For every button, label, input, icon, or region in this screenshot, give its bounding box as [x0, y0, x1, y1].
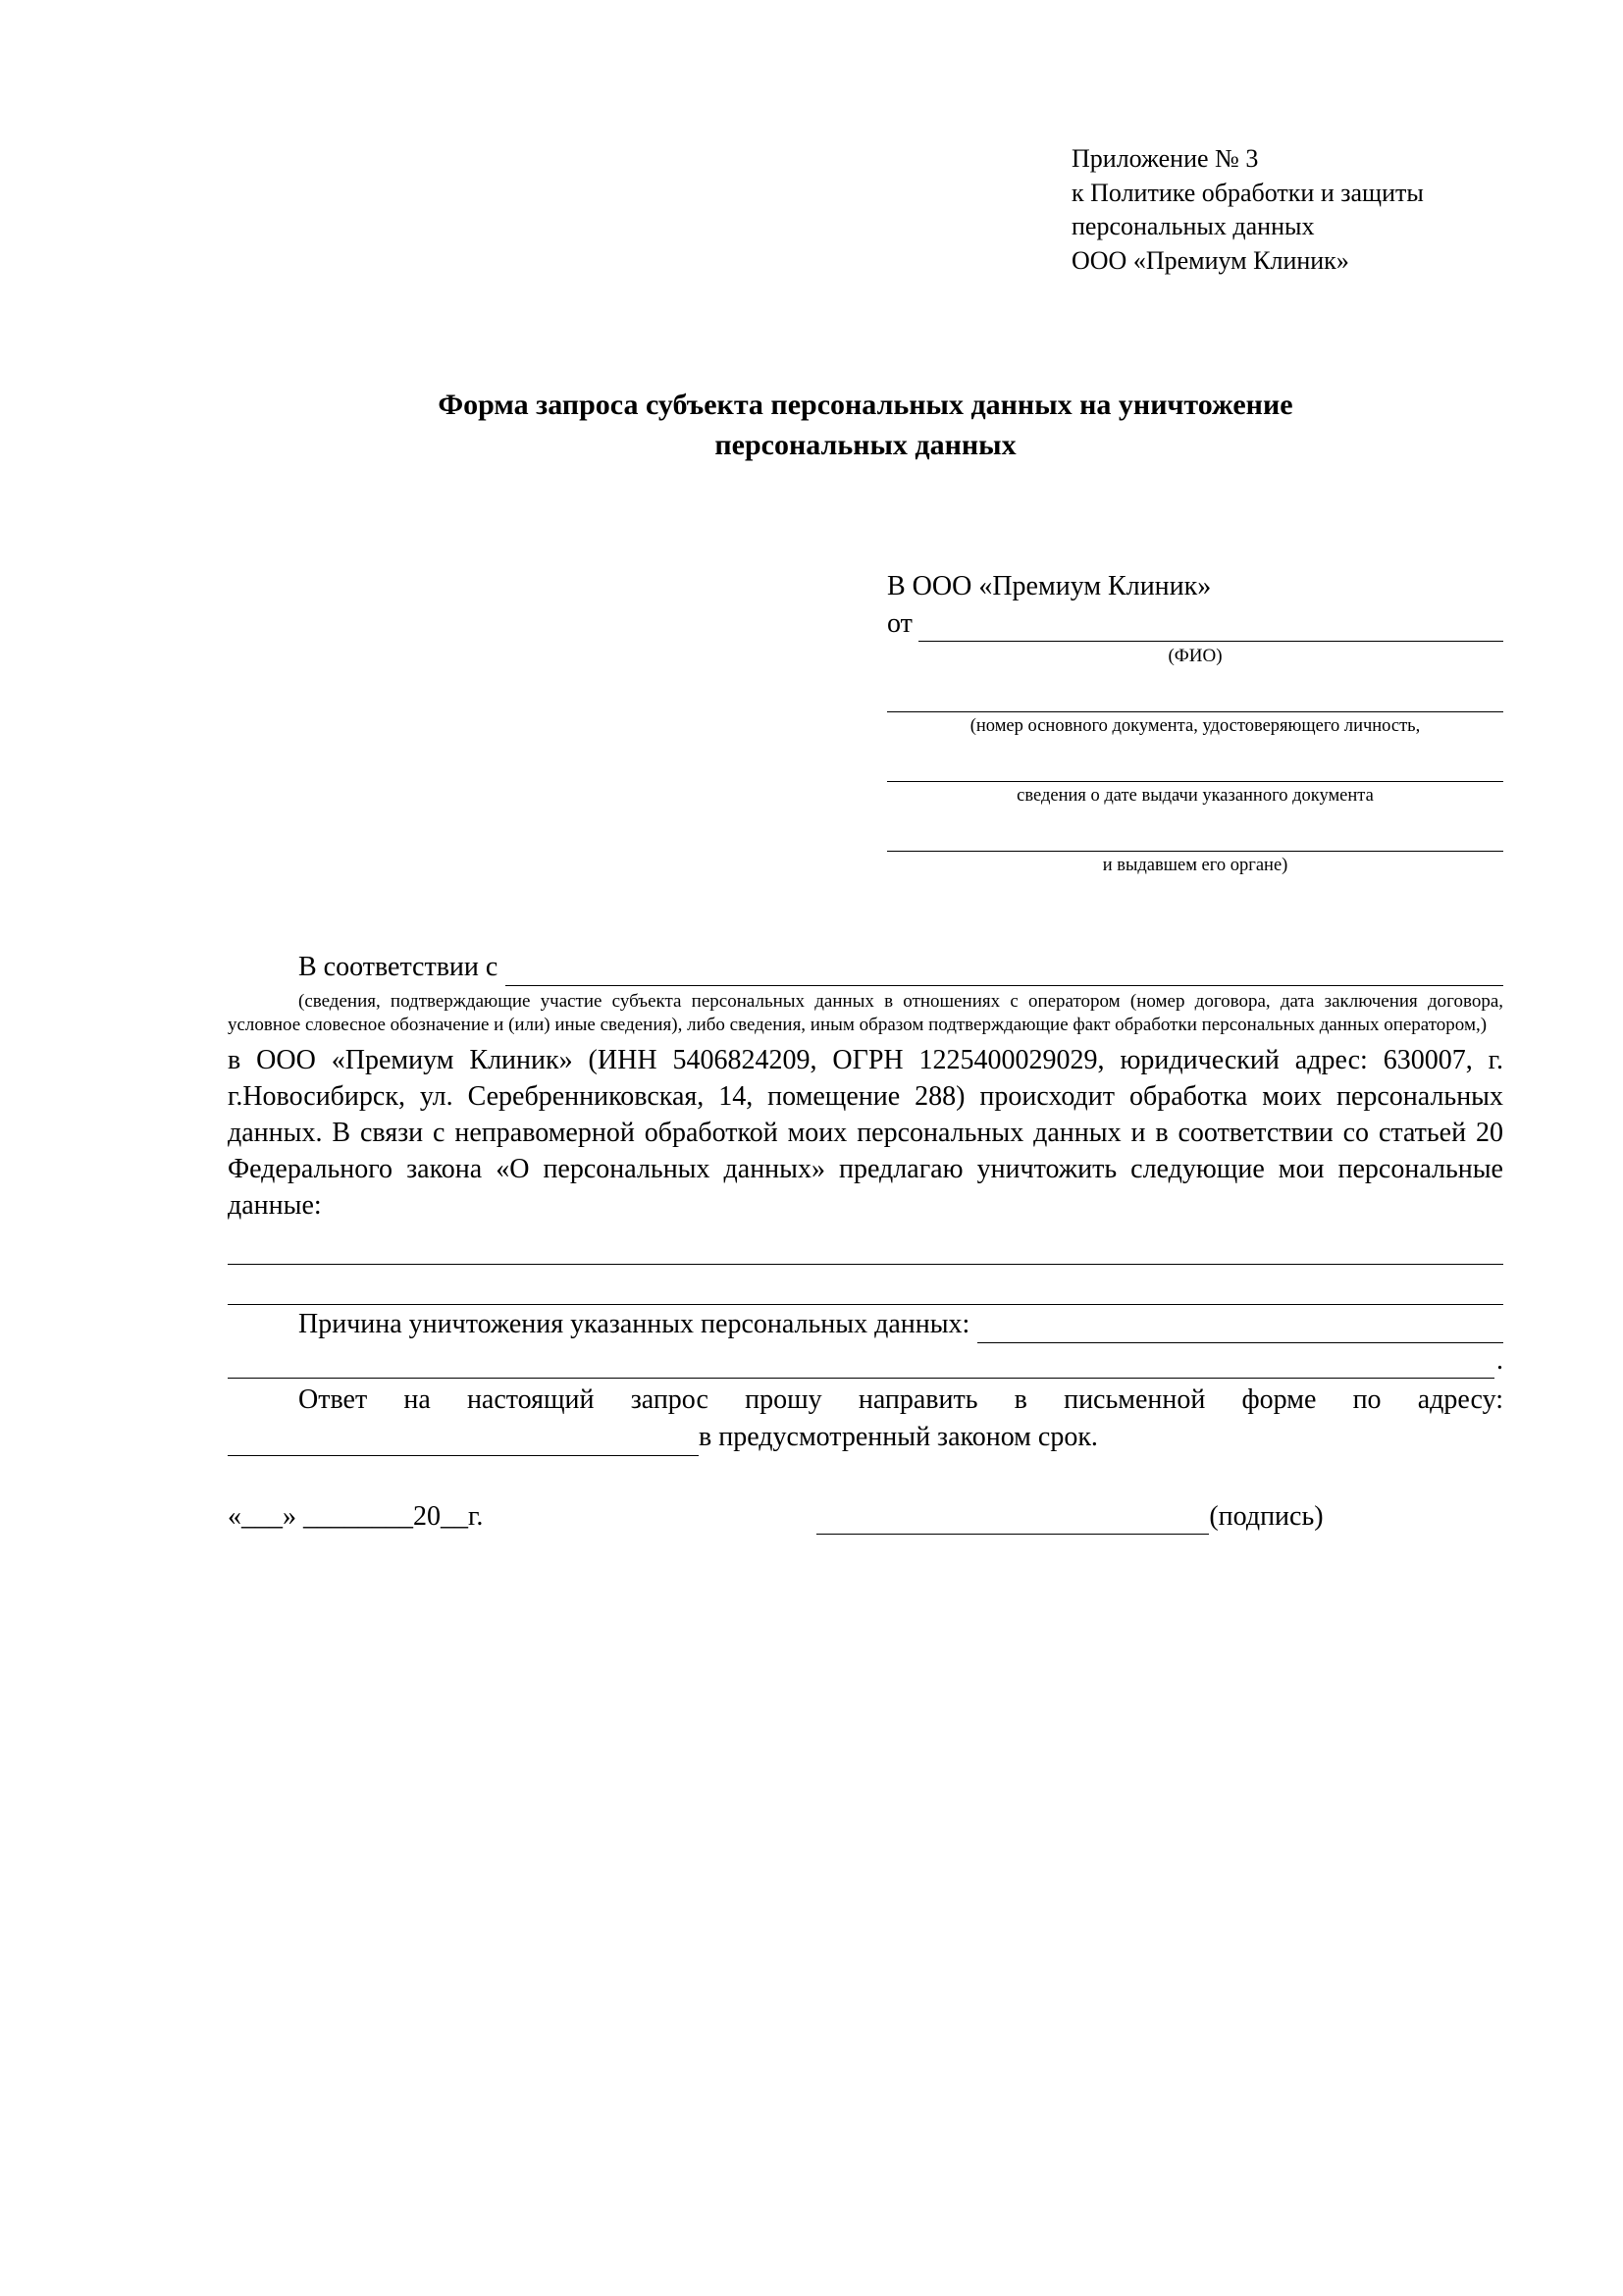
appendix-header-line-1: Приложение № 3	[1072, 144, 1259, 173]
from-label: от	[887, 608, 913, 640]
applicant-document-date-input[interactable]	[887, 754, 1503, 782]
reason-continuation-row	[228, 1343, 1503, 1379]
applicant-document-caption: (номер основного документа, удостоверяющего личность,	[969, 716, 1421, 737]
document-content	[228, 142, 1503, 1535]
reason-input-line-2[interactable]	[228, 1348, 1494, 1379]
addressee-organization: В ООО «Премиум Клиник»	[887, 571, 1212, 602]
applicant-from-row	[887, 608, 1503, 642]
accordance-note	[228, 990, 1503, 1038]
applicant-document-input[interactable]	[887, 684, 1503, 712]
accordance-label: В соответствии с	[298, 952, 498, 983]
applicant-document-organ-caption: и выдавшем его органе)	[1102, 856, 1288, 876]
appendix-header-line-2: к Политике обработки и защиты	[1072, 178, 1424, 207]
accordance-note-text: (сведения, подтверждающие участие субъекта персональных данных в отношениях с оператором (номер договора, дата заключения договора, условное словесное обозначение и (или) иные сведения), либо сведения, иным образом подтверждающие факт обработки персональных данных оператором,)	[228, 990, 1503, 1036]
appendix-header-line-4: ООО «Премиум Клиник»	[1072, 245, 1349, 275]
reason-period: .	[1496, 1344, 1503, 1376]
answer-term-text: в предусмотренный законом срок.	[699, 1422, 1098, 1453]
signature-row	[228, 1499, 1503, 1535]
accordance-row	[228, 950, 1503, 985]
applicant-document-date-caption: сведения о дате выдачи указанного документа	[1017, 786, 1374, 807]
personal-data-input-line-1[interactable]	[228, 1225, 1503, 1265]
appendix-header-line-3: персональных данных	[1072, 212, 1315, 241]
signature-input[interactable]	[816, 1506, 1209, 1535]
main-paragraph: в ООО «Премиум Клиник» (ИНН 5406824209, ОГРН 1225400029029, юридический адрес: 630007, г. г.Новосибирск, ул. Серебренниковская, 14, помещение 288) происходит обработка моих персональных данных. В связи с неправомерной обработкой моих персональных данных и в соответствии со статьей 20 Федерального закона «О персональных данных» предлагаю уничтожить следующие мои персональные данные:	[228, 1045, 1503, 1222]
applicant-name-caption: (ФИО)	[1168, 646, 1223, 667]
applicant-name-input[interactable]	[918, 615, 1503, 642]
signature-label: (подпись)	[1209, 1500, 1324, 1532]
reason-row	[228, 1307, 1503, 1342]
applicant-document-organ-input[interactable]	[887, 823, 1503, 852]
appendix-header	[1072, 142, 1503, 278]
personal-data-input-line-2[interactable]	[228, 1265, 1503, 1305]
document-body	[228, 950, 1503, 1535]
answer-paragraph: Ответ на настоящий запрос прошу направить в письменной форме по адресу:	[298, 1384, 1503, 1415]
page-title-line-2: персональных данных	[714, 428, 1017, 461]
reason-input[interactable]	[977, 1317, 1503, 1343]
answer-address-input[interactable]	[228, 1426, 699, 1456]
reason-label: Причина уничтожения указанных персональных данных:	[298, 1309, 970, 1340]
accordance-input[interactable]	[505, 960, 1503, 986]
addressee-block	[887, 571, 1503, 877]
page-title	[228, 386, 1503, 465]
date-field[interactable]: «___» ________20__г.	[228, 1500, 484, 1532]
page-title-line-1: Форма запроса субъекта персональных данных на уничтожение	[438, 389, 1293, 422]
answer-address-row	[228, 1420, 1503, 1455]
